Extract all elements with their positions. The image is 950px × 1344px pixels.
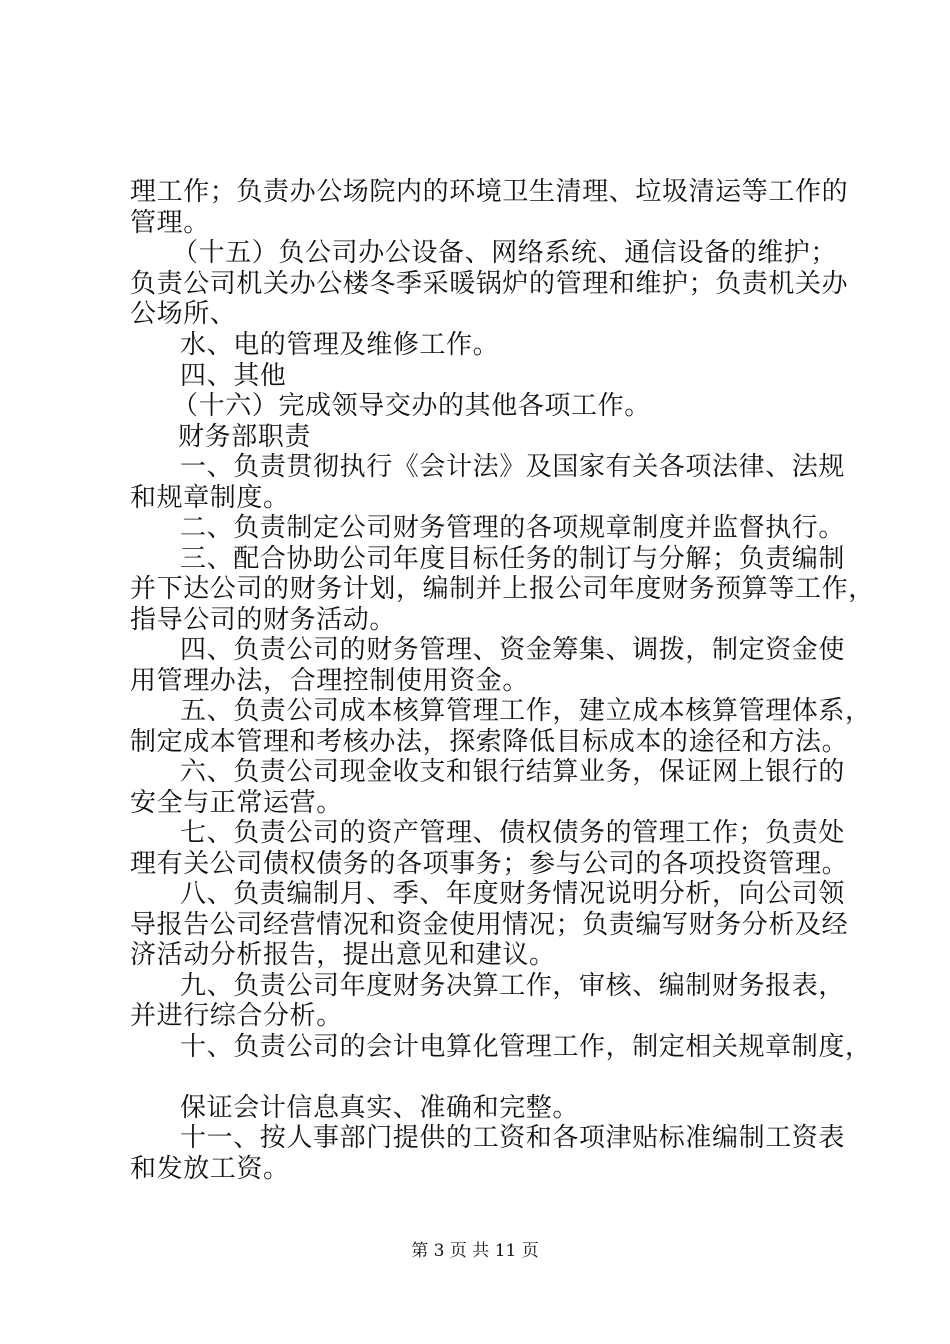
text-line: 六、负责公司现金收支和银行结算业务，保证网上银行的 xyxy=(180,757,846,787)
text-line: 负责公司机关办公楼冬季采暖锅炉的管理和维护；负责机关办 xyxy=(130,269,849,299)
text-line: 制定成本管理和考核办法，探索降低目标成本的途径和方法。 xyxy=(130,727,849,757)
text-line: 五、负责公司成本核算管理工作，建立成本核算管理体系， xyxy=(180,696,872,726)
text-line: 济活动分析报告，提出意见和建议。 xyxy=(130,940,556,970)
text-line: 四、负责公司的财务管理、资金筹集、调拨，制定资金使 xyxy=(180,635,846,665)
text-line: 指导公司的财务活动。 xyxy=(130,605,397,635)
text-line: 用管理办法，合理控制使用资金。 xyxy=(130,666,530,696)
text-line: 二、负责制定公司财务管理的各项规章制度并监督执行。 xyxy=(180,513,846,543)
text-line: 四、其他 xyxy=(180,361,287,391)
text-line: 导报告公司经营情况和资金使用情况；负责编写财务分析及经 xyxy=(130,910,849,940)
text-line: 安全与正常运营。 xyxy=(130,788,343,818)
page-number-footer: 第 3 页 共 11 页 xyxy=(411,1241,539,1261)
text-line: 七、负责公司的资产管理、债权债务的管理工作；负责处 xyxy=(180,818,846,848)
section-heading: 财务部职责 xyxy=(178,422,312,452)
text-line: 和规章制度。 xyxy=(130,483,290,513)
text-line: 水、电的管理及维修工作。 xyxy=(180,330,500,360)
text-line: （十五）负公司办公设备、网络系统、通信设备的维护； xyxy=(172,238,838,268)
text-line: 理有关公司债权债务的各项事务；参与公司的各项投资管理。 xyxy=(130,849,849,879)
text-line: （十六）完成领导交办的其他各项工作。 xyxy=(172,391,651,421)
text-line: 管理。 xyxy=(130,208,210,238)
text-line: 一、负责贯彻执行《会计法》及国家有关各项法律、法规 xyxy=(180,452,846,482)
text-line: 保证会计信息真实、准确和完整。 xyxy=(180,1093,580,1123)
text-line: 十一、按人事部门提供的工资和各项津贴标准编制工资表 xyxy=(180,1123,846,1153)
text-line: 和发放工资。 xyxy=(130,1154,290,1184)
text-line: 九、负责公司年度财务决算工作，审核、编制财务报表， xyxy=(180,971,846,1001)
text-line: 并下达公司的财务计划，编制并上报公司年度财务预算等工作， xyxy=(130,574,875,604)
text-line: 理工作；负责办公场院内的环境卫生清理、垃圾清运等工作的 xyxy=(130,177,849,207)
text-line: 并进行综合分析。 xyxy=(130,1001,343,1031)
text-line: 八、负责编制月、季、年度财务情况说明分析，向公司领 xyxy=(180,879,846,909)
text-line: 公场所、 xyxy=(130,299,237,329)
text-line: 十、负责公司的会计电算化管理工作，制定相关规章制度， xyxy=(180,1032,872,1062)
text-line: 三、配合协助公司年度目标任务的制订与分解；负责编制 xyxy=(180,544,846,574)
